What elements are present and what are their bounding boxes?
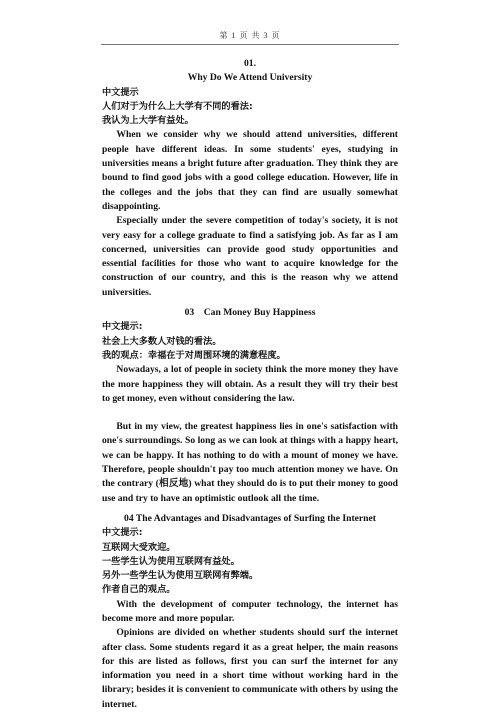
chinese-prompt-line: 我的观点：幸福在于对周围环境的满意程度。 xyxy=(102,349,286,361)
essay-paragraph: Opinions are divided on whether students should surf the internet after class. Some students regard it as a great helper, the main reasons for this are listed as follows, first you can surf the internet for any information you need in a short time without working hard in the library; besides it is convenient to communicate with others by using the internet. xyxy=(102,627,398,710)
chinese-prompt-line: 我认为上大学有益处。 xyxy=(102,115,194,127)
section-title: 03 Can Money Buy Happiness xyxy=(184,307,316,319)
section-number: 01. xyxy=(244,58,256,69)
chinese-prompt-label: 中文提示: xyxy=(102,321,143,333)
chinese-prompt-line: 人们对于为什么上大学有不同的看法: xyxy=(102,100,253,112)
chinese-prompt-label: 中文提示: xyxy=(102,527,143,539)
chinese-prompt-label: 中文提示 xyxy=(102,86,139,98)
chinese-prompt-line: 互联网大受欢迎。 xyxy=(102,541,176,553)
essay-paragraph: With the development of computer technology, the internet has become more and more popular. xyxy=(102,598,398,624)
chinese-prompt-line: 另外一些学生认为使用互联网有弊端。 xyxy=(102,570,259,582)
section-title: Why Do We Attend University xyxy=(187,72,313,84)
header-divider xyxy=(101,44,399,45)
document-body xyxy=(102,57,398,712)
essay-paragraph: Especially under the severe competition of today's society, it is not very easy for a college graduate to find a satisfying job. As far as I am concerned, universities can provide good study opportunities and essential facilities for those who want to acquire knowledge for the construction of our country, and this is the reason why we attend universities. xyxy=(102,215,398,298)
essay-paragraph: But in my view, the greatest happiness lies in one's satisfaction with one's surroundings. So long as we can look at things with a happy heart, we can be happy. It has nothing to do with a mount of money we have. Therefore, people shouldn't pay too much attention money we have. On the contrary (相反地) what they should do is to put their money to good use and try to have an optimistic outlook all the time. xyxy=(102,421,398,504)
chinese-prompt-line: 作者自己的观点。 xyxy=(102,584,176,596)
chinese-prompt-line: 社会上大多数人对钱的看法。 xyxy=(102,335,222,347)
page-header: 第 1 页 共 3 页 xyxy=(219,31,281,40)
chinese-prompt-line: 一些学生认为使用互联网有益处。 xyxy=(102,555,240,567)
essay-paragraph: When we consider why we should attend universities, different people have different ideas. In some students' eyes, studying in universities means a bright future after graduation. They think they are bound to find good jobs with a good college education. However, life in the colleges and the jobs that they can find are usually somewhat disappointing. xyxy=(102,129,398,212)
section-title: 04 The Advantages and Disadvantages of Surfing the Internet xyxy=(124,512,376,524)
essay-paragraph: Nowadays, a lot of people in society think the more money they have the more happiness they will obtain. As a result they will try their best to get money, even without considering the law. xyxy=(102,364,398,404)
